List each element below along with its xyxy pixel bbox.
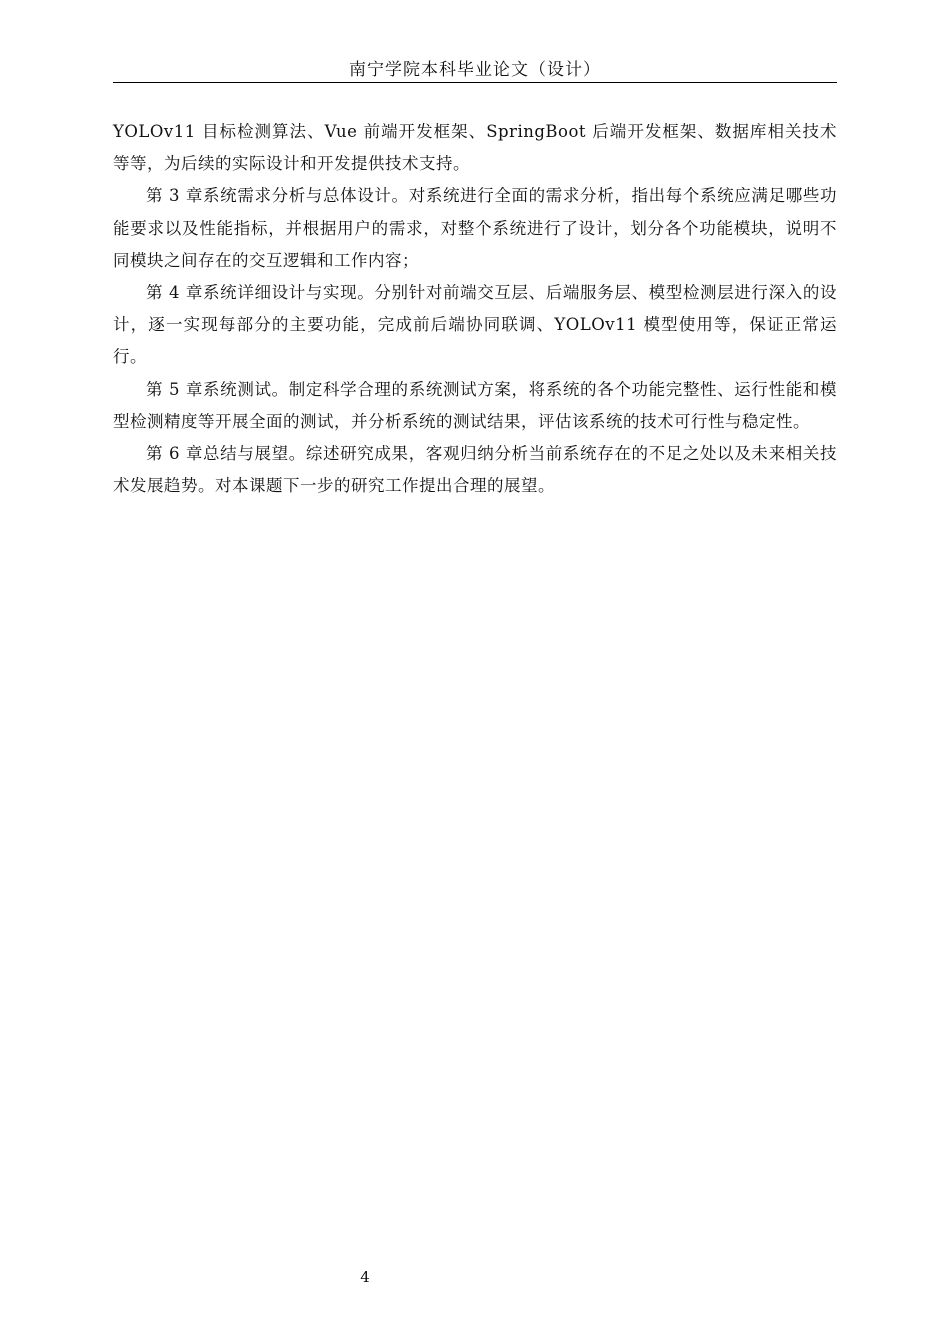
paragraph-chapter-3: 第 3 章系统需求分析与总体设计。对系统进行全面的需求分析，指出每个系统应满足哪些功能要求以及性能指标，并根据用户的需求，对整个系统进行了设计，划分各个功能模块，说明不同模块之间存在的交互逻辑和工作内容； xyxy=(113,186,837,270)
page-number: 4 xyxy=(360,1268,370,1286)
document-body xyxy=(113,116,837,502)
paragraph-chapter-4: 第 4 章系统详细设计与实现。分别针对前端交互层、后端服务层、模型检测层进行深入的设计，逐一实现每部分的主要功能，完成前后端协同联调、YOLOv11 模型使用等，保证正常运行。 xyxy=(113,283,837,367)
paragraph-continuation: YOLOv11 目标检测算法、Vue 前端开发框架、SpringBoot 后端开发框架、数据库相关技术等等，为后续的实际设计和开发提供技术支持。 xyxy=(113,122,837,174)
header-divider xyxy=(113,82,837,83)
page-header-title: 南宁学院本科毕业论文（设计） xyxy=(349,60,601,80)
paragraph-chapter-6: 第 6 章总结与展望。综述研究成果，客观归纳分析当前系统存在的不足之处以及未来相关技术发展趋势。对本课题下一步的研究工作提出合理的展望。 xyxy=(113,444,837,496)
paragraph-chapter-5: 第 5 章系统测试。制定科学合理的系统测试方案，将系统的各个功能完整性、运行性能和模型检测精度等开展全面的测试，并分析系统的测试结果，评估该系统的技术可行性与稳定性。 xyxy=(113,379,837,431)
